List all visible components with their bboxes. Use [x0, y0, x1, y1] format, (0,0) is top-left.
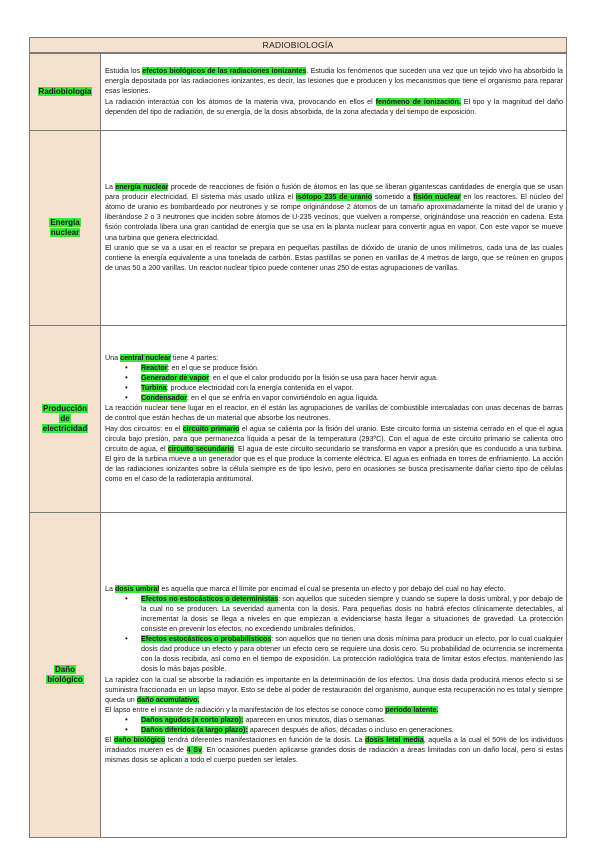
- summary-table: [29, 53, 567, 838]
- row-label-text: nuclear: [50, 228, 80, 237]
- table-row-energia-nuclear: [30, 131, 567, 326]
- text-run: La radiación interactúa con los átomos de la materia viva, provocando en ellos el: [105, 97, 376, 106]
- highlighted-term: fenómeno de ionización.: [375, 97, 461, 106]
- table-row-produccion-electricidad: [30, 326, 567, 513]
- table-row-radiobiologia: [30, 54, 567, 131]
- list-item: [141, 373, 563, 383]
- paragraph: [105, 97, 563, 117]
- row-label-text: de: [60, 414, 70, 423]
- text-run: : en el que se enfría en vapor convirtiéndolo en agua líquida.: [187, 394, 379, 403]
- text-run: El: [105, 736, 114, 745]
- text-run: El lapso entre el instante de radiación y la manifestación de los efectos se conoce como: [105, 705, 386, 714]
- highlighted-term: dosis letal media: [365, 736, 424, 745]
- paragraph: [105, 584, 563, 594]
- text-run: es aquella que marca el límite por encimad el cual se presenta un efecto y por debajo del cual no hay efecto.: [159, 584, 506, 593]
- text-run: La rapidez con la cual se absorbe la radiación es importante en la determinación de los efectos. Una dosis dada producirá menos efecto si se suministra fraccionada en un lapso mayor. Esto se debe al poder de restauración del organismo, aunque esta recuperación no es total y siempre queda un: [105, 675, 563, 704]
- row-content: [101, 513, 567, 838]
- row-label: [30, 513, 101, 838]
- text-run: el agua se calienta por la fisión del uranio. Este circuito forma un sistema cerrado en el que el agua circula bajo presión, para que permanezca líquida a pesar de la temperatura (293ºC). Con el agua de este circuito primario se calienta otro circuito de agua, el: [105, 424, 563, 453]
- highlighted-term: Daños agudos (a corto plazo):: [141, 715, 244, 724]
- text-run: aparecen después de años, décadas o incluso en generaciones.: [247, 725, 454, 734]
- text-run: El tipo y la magnitud del daño dependen del tipo de radiación, de su energía, de la dosis absorbida, de la zona afectada y del tiempo de exposición.: [105, 97, 564, 116]
- row-content: [101, 326, 567, 513]
- list-item: [141, 393, 563, 403]
- highlighted-term: Daños diferidos (a largo plazo):: [141, 725, 248, 734]
- text-run: , aquella a la cual el 50% de los individuos irradiados mueren es de: [105, 736, 563, 755]
- row-label: [30, 326, 101, 513]
- list-item: [141, 383, 563, 393]
- text-run: La reacción nuclear tiene lugar en el reactor, en él están las agrupaciones de varillas de combustible intercaladas con unas decenas de barras de control que están hechas de un material que absorbe los neutrones.: [105, 404, 563, 423]
- paragraph: [105, 182, 563, 243]
- row-label-text: Radiobiología: [38, 87, 92, 96]
- text-run: Estudia los: [105, 67, 143, 76]
- highlighted-term: Efectos estocásticos o probabilísticos: [141, 635, 272, 644]
- row-label: [30, 54, 101, 131]
- highlighted-term: dosis umbral: [114, 584, 160, 593]
- highlighted-term: Reactor: [141, 363, 168, 372]
- text-run: : son aquellos que no tienen una dosis mínima para producir un efecto, por lo cual cualquier dosis dad produce un efecto y para obtener un efecto cero se requiere una dosis cero. Su probabilidad de ocurrencia se incrementa con la dosis recibida, así como en el tiempo de exposición. La protección radiológica trata de limitar estos efectos, manteniendo las dosis lo más bajas posible.: [141, 635, 563, 674]
- text-run: : produce electricidad con la energía contenida en el vapor.: [166, 384, 354, 393]
- highlighted-term: isótopo 235 de uranio: [295, 193, 373, 202]
- highlighted-term: circuito secundario: [167, 444, 234, 453]
- highlighted-term: circuito primario: [182, 424, 240, 433]
- row-label-text: electricidad: [42, 424, 88, 433]
- bullet-list: [105, 594, 563, 675]
- text-run: en los reactores. El núcleo del átomo de uranio es bombardeado por neutrones y se rompe originándose 2 átomos de un tamaño aproximadamente la mitad del de uranio y liberándose 2 o 3 neutrones que inciden sobre átomos de U-235 vecinos, que vuelven a romperse, originándose una reacción en cadena. Esta fisión controlada libera una gran cantidad de energía que se usa en la planta nuclear para convertir agua en vapor. Con este vapor se mueve una turbina que genera electricidad.: [105, 193, 563, 242]
- bullet-list: [105, 715, 563, 735]
- row-label-text: Energía: [50, 218, 80, 227]
- paragraph: [105, 705, 563, 715]
- text-run: procede de reacciones de fisión o fusión de átomos en las que se liberan gigantescas cantidades de energía que se usan para producir electricidad. El sistema más usado utiliza el: [105, 183, 563, 202]
- highlighted-term: daño acumulativo.: [136, 695, 200, 704]
- paragraph: [105, 675, 563, 705]
- paragraph: [105, 353, 563, 363]
- highlighted-term: 4 Sv: [186, 746, 203, 755]
- paragraph: [105, 735, 563, 765]
- paragraph: [105, 403, 563, 423]
- highlighted-term: fisión nuclear: [413, 193, 461, 202]
- text-run: tiene 4 partes:: [170, 353, 219, 362]
- text-run: : son aquellos que suceden siempre y cuando se supere la dosis umbral, y por debajo de la cual no se producen. La severidad aumenta con la dosis. Para pequeñas dosis no habrá efectos clínicamente detectables, al incrementar la dosis se llega a niveles en que empiezan a evidenciarse hasta llegar a situaciones de gravedad. La protección consiste en prevenir los efectos, no excediendo umbrales definidos.: [141, 594, 563, 634]
- highlighted-term: Condensador: [141, 394, 188, 403]
- row-label-text: Producción: [42, 404, 87, 413]
- row-content: [101, 131, 567, 326]
- row-label-text: Daño: [55, 665, 75, 674]
- highlighted-term: daño biológico: [113, 736, 166, 745]
- highlighted-term: Generador de vapor: [141, 374, 209, 383]
- page-title: RADIOBIOLOGÍA: [29, 37, 567, 53]
- paragraph: [105, 66, 563, 96]
- highlighted-term: central nuclear: [120, 353, 171, 362]
- paragraph: [105, 243, 563, 273]
- list-item: [141, 715, 563, 725]
- text-run: tendrá diferentes manifestaciones en función de la dosis. La: [165, 736, 366, 745]
- list-item: [141, 594, 563, 634]
- text-run: Una: [105, 353, 121, 362]
- text-run: La: [105, 183, 116, 192]
- list-item: [141, 634, 563, 674]
- bullet-list: [105, 363, 563, 403]
- paragraph: [105, 424, 563, 485]
- table-row-dano-biologico: [30, 513, 567, 838]
- text-run: El uranio que se va a usar en el reactor se prepara en pequeñas pastillas de dióxido de uranio de unos milímetros, cada una de las cuales contiene la energía equivalente a una tonelada de carbón. Estas pastillas se ponen en varillas de 4 metros de largo, que se reúnen en grupos de unas 50 a 200 varillas. Un reactor nuclear típico puede contener unas 250 de estas agrupaciones de varillas.: [105, 243, 563, 272]
- text-run: . En ocasiones pueden aplicarse grandes dosis de radiación a áreas limitadas con un daño local, pero si estas mismas dosis se aplican a todo el cuerpo pueden ser letales.: [105, 746, 563, 765]
- text-run: : en el que el calor producido por la fisión se usa para hacer hervir agua.: [208, 374, 438, 383]
- highlighted-term: Turbina: [141, 384, 167, 393]
- document-sheet: [29, 37, 567, 838]
- list-item: [141, 363, 563, 373]
- list-item: [141, 725, 563, 735]
- row-label-text: biológico: [47, 675, 83, 684]
- highlighted-term: Efectos no estocásticos o deterministas: [141, 594, 279, 603]
- text-run: . El agua de este circuito secundario se transforma en vapor a presión que es conducido a una turbina. El giro de la turbina mueve a un generador que es el que produce la corriente eléctrica. El agua es enfriada en torres de enfriamiento. La acción de las radiaciones ionizantes sobre la célula siempre es de tipo lesivo, pero en ocasiones se busca precisamente dañar cierto tipo de células como en el caso de la radioterapia antitumoral.: [105, 444, 563, 484]
- highlighted-term: periodo latente.: [385, 705, 439, 714]
- row-label: [30, 131, 101, 326]
- text-run: : en el que se produce fisión.: [167, 363, 259, 372]
- text-run: La: [105, 584, 115, 593]
- row-content: [101, 54, 567, 131]
- highlighted-term: efectos biológicos de las radiaciones ionizantes: [142, 67, 307, 76]
- highlighted-term: energía nuclear: [115, 183, 169, 192]
- text-run: . Estudia los fenómenos que suceden una vez que un tejido vivo ha absorbido la energía depositada por las radiaciones ionizantes, es decir, las lesiones que e producen y los mecanismos que tiene el organismo para reparar esas lesiones.: [105, 67, 563, 96]
- text-run: Hay dos circuitos: en el: [105, 424, 183, 433]
- text-run: aparecen en unos minutos, días o semanas.: [243, 715, 386, 724]
- text-run: sometido a: [372, 193, 414, 202]
